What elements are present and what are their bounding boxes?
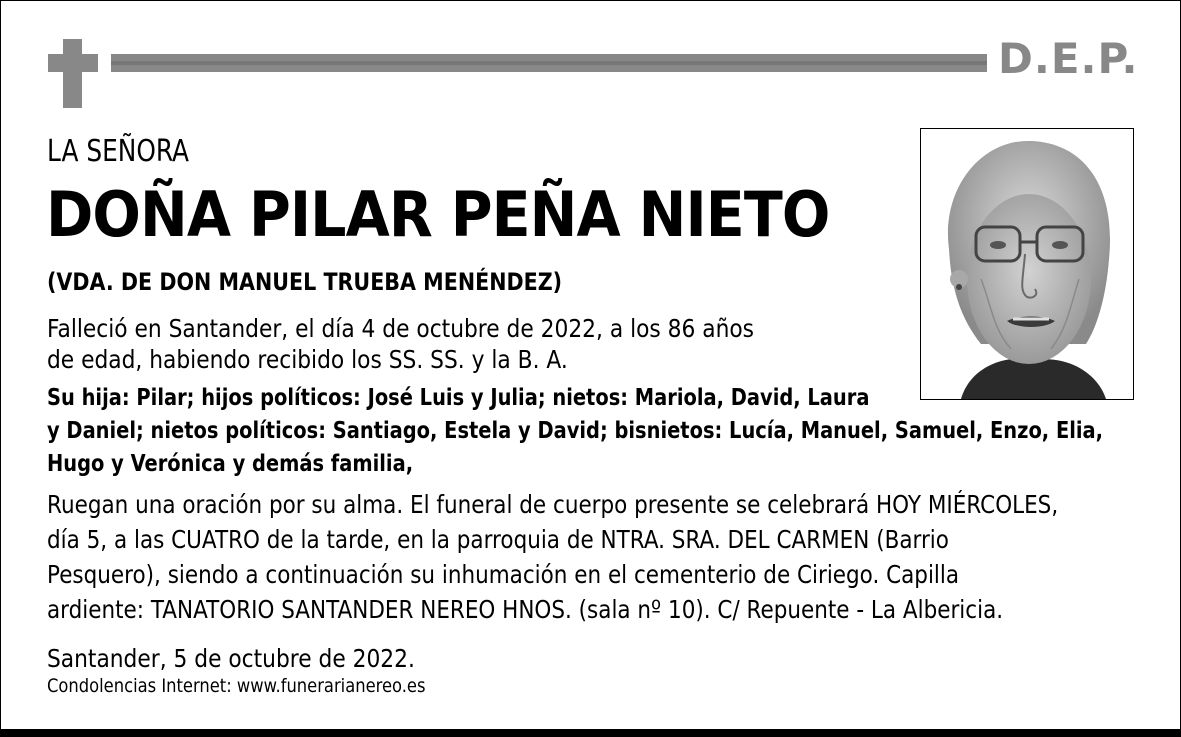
family-line: Hugo y Verónica y demás familia, <box>47 451 414 477</box>
deceased-name: DOÑA PILAR PEÑA NIETO <box>46 178 830 251</box>
bottom-bar <box>0 729 1181 737</box>
dep-label: D.E.P. <box>998 34 1139 83</box>
funeral-line: Pesquero), siendo a continuación su inhumación en el cementerio de Ciriego. Capilla <box>47 560 960 589</box>
death-line: de edad, habiendo recibido los SS. SS. y la B. A. <box>47 345 568 374</box>
death-line: Falleció en Santander, el día 4 de octubre de 2022, a los 86 años <box>47 314 755 343</box>
funeral-line: ardiente: TANATORIO SANTANDER NEREO HNOS. (sala nº 10). C/ Repuente - La Albericia. <box>47 595 1004 624</box>
funeral-paragraph <box>47 487 1058 627</box>
funeral-line: Ruegan una oración por su alma. El funeral de cuerpo presente se celebrará HOY MIÉRCOLES, <box>47 490 1059 519</box>
family-line: y Daniel; nietos políticos: Santiago, Estela y David; bisnietos: Lucía, Manuel, Samuel, Enzo, Elia, <box>47 418 1104 444</box>
family-line: Su hija: Pilar; hijos políticos: José Luis y Julia; nietos: Mariola, David, Laura <box>47 385 870 411</box>
portrait-photo <box>920 128 1134 400</box>
condolences-line: Condolencias Internet: www.funerarianereo.es <box>47 675 426 697</box>
widow-line: (VDA. DE DON MANUEL TRUEBA MENÉNDEZ) <box>47 268 563 296</box>
header-rule <box>111 54 987 72</box>
title-prefix: LA SEÑORA <box>47 134 190 169</box>
death-paragraph <box>47 313 754 375</box>
funeral-line: día 5, a las CUATRO de la tarde, en la parroquia de NTRA. SRA. DEL CARMEN (Barrio <box>47 525 949 554</box>
place-date: Santander, 5 de octubre de 2022. <box>47 644 415 673</box>
